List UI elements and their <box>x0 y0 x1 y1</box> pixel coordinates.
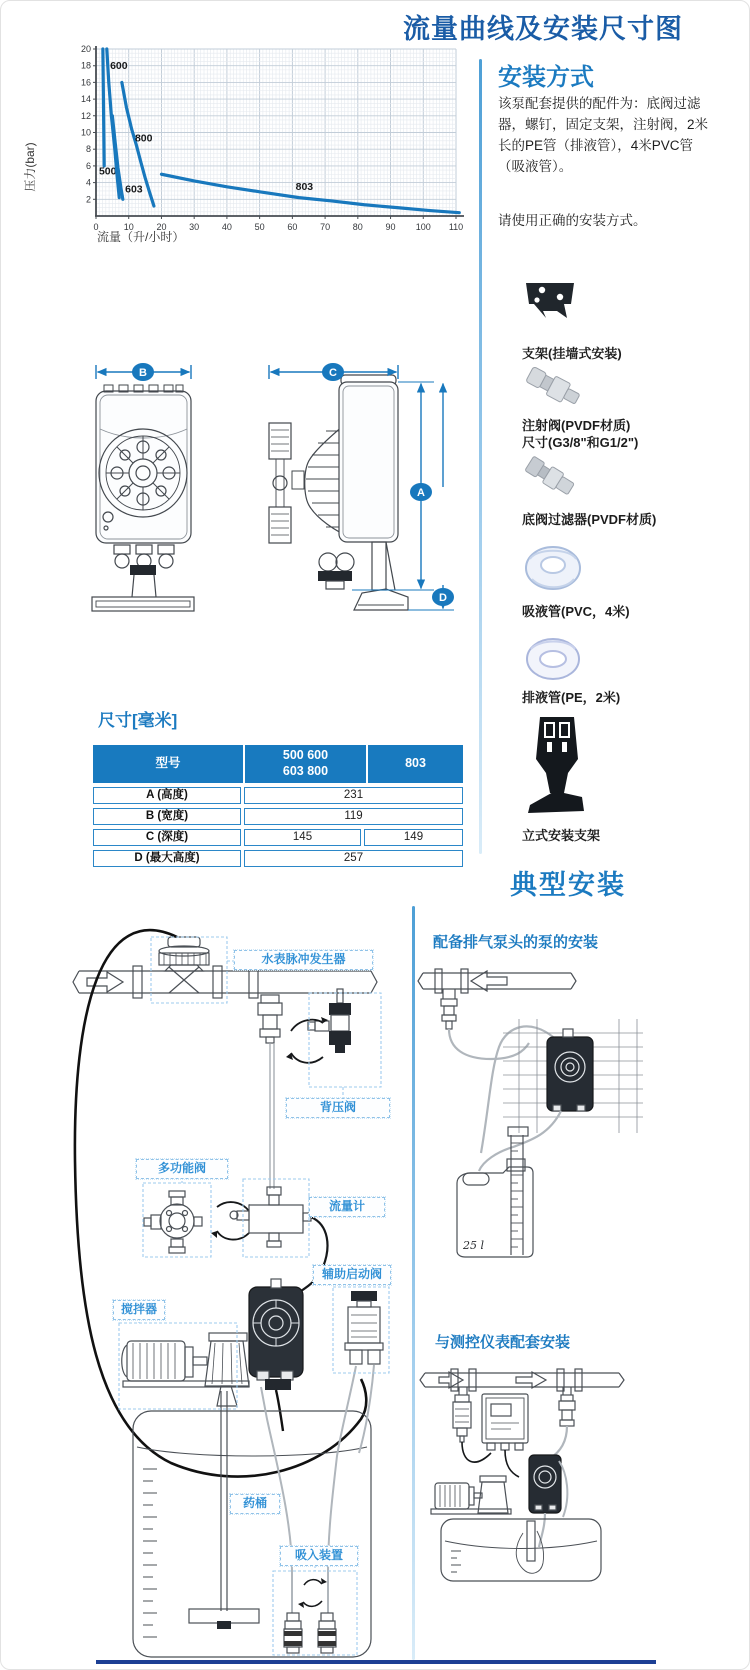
chart-x-axis-label: 流量（升/小时） <box>97 230 185 244</box>
svg-text:14: 14 <box>80 94 91 105</box>
dim-marker-a: A <box>417 487 425 499</box>
chart-y-axis-label: 压力(bar) <box>23 142 37 192</box>
install-method-heading: 安装方式 <box>498 64 594 91</box>
curve-803 <box>161 174 459 212</box>
row-label: D (最大高度) <box>93 850 241 867</box>
svg-text:10: 10 <box>80 127 91 138</box>
svg-text:2: 2 <box>85 194 91 205</box>
curve-label-600: 600 <box>110 60 128 73</box>
svg-text:110: 110 <box>448 222 464 232</box>
accessory-label: 排液管(PE，2米) <box>522 690 621 705</box>
svg-text:6: 6 <box>85 160 91 171</box>
page-title: 流量曲线及安装尺寸图 <box>403 14 683 44</box>
svg-text:80: 80 <box>352 222 363 232</box>
table-row <box>93 850 463 867</box>
dim-marker-b: B <box>139 367 147 379</box>
callout-mixer: 搅拌器 <box>113 1300 165 1320</box>
svg-text:0: 0 <box>93 222 99 232</box>
accessory-label: 立式安装支架 <box>522 828 601 843</box>
dimensions-table <box>93 745 463 867</box>
svg-text:70: 70 <box>320 222 331 232</box>
row-label: A (高度) <box>93 787 241 804</box>
svg-text:20: 20 <box>156 222 167 232</box>
curve-label-603: 603 <box>125 183 143 196</box>
suction-tube-icon <box>522 539 584 602</box>
svg-text:30: 30 <box>189 222 200 232</box>
svg-text:16: 16 <box>80 77 91 88</box>
table-row <box>93 787 463 804</box>
svg-text:12: 12 <box>80 110 91 121</box>
instrument-section-heading: 与测控仪表配套安装 <box>435 1334 571 1351</box>
svg-text:18: 18 <box>80 60 91 71</box>
footer-rule <box>96 1660 656 1664</box>
callout-flow-meter: 流量计 <box>309 1197 385 1217</box>
header-models-line2: 603 800 <box>282 764 329 778</box>
injection-valve-icon <box>522 361 588 420</box>
install-method-text: 该泵配套提供的配件为：底阀过滤器，螺钉，固定支架，注射阀，2米长的PE管（排液管），4米PVC管（吸液管）。 <box>498 96 709 175</box>
callout-suction-device: 吸入装置 <box>280 1546 358 1566</box>
svg-text:8: 8 <box>85 144 91 155</box>
svg-text:50: 50 <box>254 222 265 232</box>
row-value: 119 <box>244 808 463 825</box>
svg-text:10: 10 <box>123 222 134 232</box>
discharge-tube-icon <box>522 633 584 690</box>
install-method-note: 请使用正确的安装方式。 <box>498 213 647 228</box>
header-models-line1: 500 600 <box>282 748 329 763</box>
curve-label-803: 803 <box>295 181 314 194</box>
pump-front-view <box>92 385 194 611</box>
dimensions-heading: 尺寸[毫米] <box>98 711 178 730</box>
callout-auxiliary-start-valve: 辅助启动阀 <box>313 1265 391 1285</box>
flow-curve-chart <box>71 43 473 243</box>
vent-pump-section-heading: 配备排气泵头的泵的安装 <box>433 934 599 951</box>
typical-install-heading: 典型安装 <box>510 870 626 900</box>
row-label: B (宽度) <box>93 808 241 825</box>
svg-text:40: 40 <box>221 222 232 232</box>
accessory-label: 尺寸(G3/8"和G1/2") <box>522 435 639 450</box>
pump-dimension-drawing <box>86 357 468 659</box>
row-value: 145 <box>244 829 361 846</box>
accessory-label: 底阀过滤器(PVDF材质) <box>522 512 657 527</box>
svg-text:20: 20 <box>80 44 91 54</box>
curve-label-500: 500 <box>98 165 117 178</box>
header-model-803: 803 <box>368 745 463 783</box>
callout-back-pressure-valve: 背压阀 <box>286 1098 390 1118</box>
row-value: 257 <box>244 850 463 867</box>
top-column-divider <box>479 59 482 854</box>
curve-500 <box>103 49 104 166</box>
header-model: 型号 <box>93 745 243 783</box>
svg-text:60: 60 <box>287 222 298 232</box>
accessory-label: 支架(挂墙式安装) <box>522 346 622 361</box>
row-label: C (深度) <box>93 829 241 846</box>
svg-text:100: 100 <box>415 222 431 232</box>
row-value: 149 <box>364 829 463 846</box>
tank-volume-label: 25 l <box>463 1239 485 1252</box>
table-row <box>93 808 463 825</box>
svg-text:4: 4 <box>85 177 91 188</box>
accessory-label: 注射阀(PVDF材质) <box>522 418 631 433</box>
pump-side-view <box>269 375 408 610</box>
dim-marker-c: C <box>329 367 337 379</box>
flow-curve-plot <box>71 43 473 243</box>
wall-bracket-icon <box>522 277 578 334</box>
right-installation-diagrams <box>411 921 750 1661</box>
table-row <box>93 829 463 846</box>
accessory-label: 吸液管(PVC，4米) <box>522 604 630 619</box>
curve-label-800: 800 <box>134 132 153 145</box>
row-value: 231 <box>244 787 463 804</box>
svg-text:90: 90 <box>385 222 396 232</box>
floor-stand-icon <box>522 715 592 826</box>
header-models-500-800 <box>245 745 366 783</box>
callout-multifunction-valve: 多功能阀 <box>136 1159 228 1179</box>
dim-marker-d: D <box>439 592 447 604</box>
dimensions-table-header <box>93 745 463 783</box>
foot-valve-filter-icon <box>522 453 582 508</box>
callout-water-meter: 水表脉冲发生器 <box>234 950 373 970</box>
callout-chemical-tank: 药桶 <box>230 1494 280 1514</box>
